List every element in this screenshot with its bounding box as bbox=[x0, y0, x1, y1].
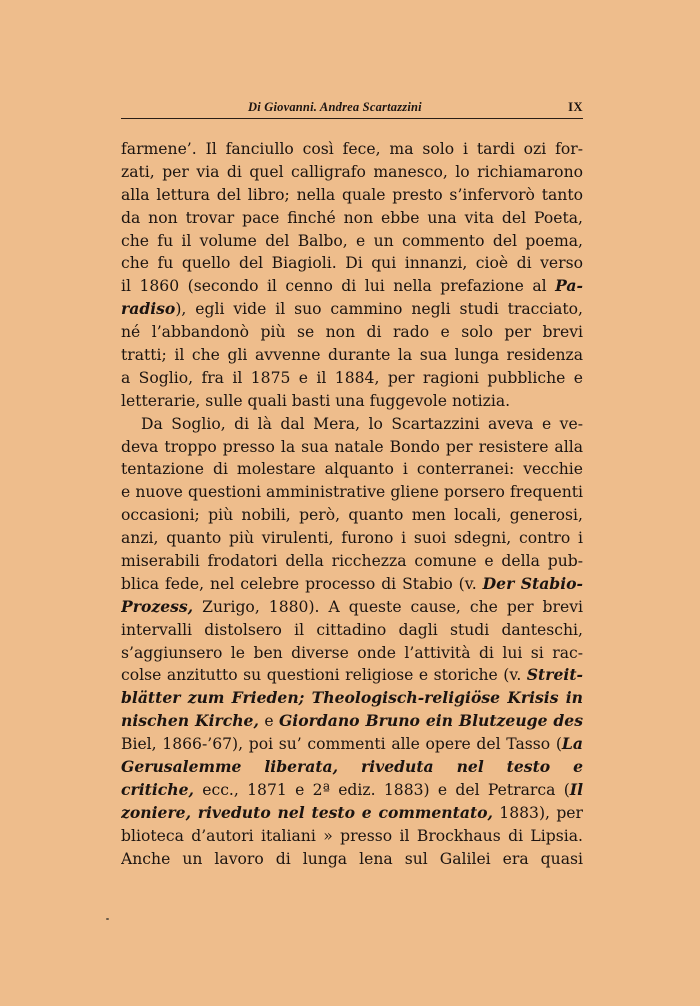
text-line bbox=[121, 596, 583, 619]
text-line bbox=[121, 756, 583, 779]
italic-run: critiche, bbox=[121, 779, 194, 799]
running-title: Di Giovanni. Andrea Scartazzini bbox=[248, 100, 422, 114]
text-line bbox=[121, 687, 583, 710]
text-line bbox=[121, 664, 583, 687]
text-run: Anche un lavoro di lunga lena sul Galilei era quasi bbox=[121, 849, 583, 868]
running-header bbox=[121, 98, 583, 119]
text-line bbox=[121, 184, 583, 207]
text-run: Zurigo, 1880). A queste cause, che per brevi bbox=[193, 597, 583, 616]
text-run: occasioni; più nobili, però, quanto men locali, generosi, bbox=[121, 506, 583, 525]
page-number: IX bbox=[568, 100, 583, 114]
text-line bbox=[121, 321, 583, 344]
text-run: ), egli vide il suo cammino negli studi tracciato, bbox=[175, 300, 583, 319]
text-line bbox=[121, 138, 583, 161]
text-run: tentazione di molestare alquanto i conterranei: vecchie bbox=[121, 460, 583, 479]
text-line bbox=[121, 619, 583, 642]
text-run: colse anzitutto su questioni religiose e storiche (v. bbox=[121, 666, 527, 685]
text-run: Da Soglio, di là dal Mera, lo Scartazzini aveva e ve- bbox=[141, 414, 583, 433]
text-run: Biel, 1866-’67), poi su’ commenti alle opere del Tasso ( bbox=[121, 735, 562, 754]
text-run: anzi, quanto più virulenti, furono i suoi sdegni, contro i bbox=[121, 529, 583, 548]
paper-speck bbox=[106, 918, 109, 920]
text-line bbox=[121, 161, 583, 184]
text-run: blica fede, nel celebre processo di Stabio (v. bbox=[121, 574, 483, 593]
text-run: da non trovar pace finché non ebbe una vita del Poeta, bbox=[121, 208, 583, 227]
italic-run: radiso bbox=[121, 299, 176, 319]
text-line bbox=[121, 779, 583, 802]
italic-run: Der Stabio- bbox=[482, 573, 583, 593]
text-run: blioteca d’autori italiani » presso il Brockhaus di Lipsia. bbox=[121, 826, 583, 845]
text-run: il 1860 (secondo il cenno di lui nella prefazione al bbox=[121, 277, 556, 296]
body-text bbox=[121, 138, 583, 871]
text-run: miserabili frodatori della ricchezza comune e della pub- bbox=[121, 552, 583, 571]
text-line bbox=[121, 207, 583, 230]
text-line bbox=[121, 275, 583, 298]
text-run: zati, per via di quel calligrafo manesco, lo richiamarono bbox=[121, 162, 583, 181]
text-line bbox=[121, 413, 583, 436]
text-run: letterarie, sulle quali basti una fuggevole notizia. bbox=[121, 391, 511, 410]
text-run: a Soglio, fra il 1875 e il 1884, per ragioni pubbliche e bbox=[121, 368, 583, 387]
text-run: e bbox=[258, 712, 279, 731]
text-line bbox=[121, 573, 583, 596]
text-run: s’aggiunsero le ben diverse onde l’attività di lui si rac- bbox=[121, 643, 583, 662]
italic-run: zoniere, riveduto nel testo e commentato, bbox=[121, 802, 493, 822]
italic-run: Streit- bbox=[526, 665, 583, 685]
italic-run: Prozess, bbox=[121, 596, 194, 616]
text-run: che fu quello del Biagioli. Di qui innanzi, cioè di verso bbox=[121, 254, 583, 273]
text-line bbox=[121, 458, 583, 481]
text-line bbox=[121, 802, 583, 825]
italic-run: Gerusalemme liberata, riveduta nel testo e bbox=[121, 757, 583, 777]
italic-run: Giordano Bruno ein Blutzeuge des bbox=[278, 711, 583, 731]
text-line bbox=[121, 481, 583, 504]
italic-run: blätter zum Frieden; Theologisch-religiöse Krisis in bbox=[121, 688, 583, 708]
italic-run: Pa- bbox=[555, 276, 583, 296]
italic-run: La bbox=[561, 734, 583, 754]
text-line bbox=[121, 298, 583, 321]
text-run: e nuove questioni amministrative gliene porsero frequenti bbox=[121, 483, 583, 502]
text-run: intervalli distolsero il cittadino dagli studi danteschi, bbox=[121, 620, 583, 639]
text-line bbox=[121, 344, 583, 367]
text-line bbox=[121, 367, 583, 390]
text-line bbox=[121, 436, 583, 459]
text-run: 1883), per bbox=[499, 803, 583, 822]
text-line bbox=[121, 390, 583, 413]
text-run: ecc., 1871 e 2ª ediz. 1883) e del Petrarca ( bbox=[193, 780, 570, 799]
text-run: alla lettura del libro; nella quale presto s’infervorò tanto bbox=[121, 185, 583, 204]
text-line bbox=[121, 733, 583, 756]
text-line bbox=[121, 642, 583, 665]
text-line bbox=[121, 710, 583, 733]
text-line bbox=[121, 825, 583, 848]
text-run: farmene’. Il fanciullo così fece, ma solo i tardi ozi for- bbox=[121, 140, 583, 158]
text-run: deva troppo presso la sua natale Bondo per resistere alla bbox=[121, 437, 583, 456]
italic-run: Il bbox=[569, 779, 583, 799]
italic-run: nischen Kirche, bbox=[121, 711, 259, 731]
text-line bbox=[121, 527, 583, 550]
text-line bbox=[121, 504, 583, 527]
text-line bbox=[121, 550, 583, 573]
text-run: che fu il volume del Balbo, e un commento del poema, bbox=[121, 231, 583, 250]
text-line bbox=[121, 848, 583, 871]
text-run: né l’abbandonò più se non di rado e solo per brevi bbox=[121, 323, 583, 342]
text-line bbox=[121, 230, 583, 253]
text-run: tratti; il che gli avvenne durante la sua lunga residenza bbox=[121, 346, 583, 365]
text-line bbox=[121, 252, 583, 275]
